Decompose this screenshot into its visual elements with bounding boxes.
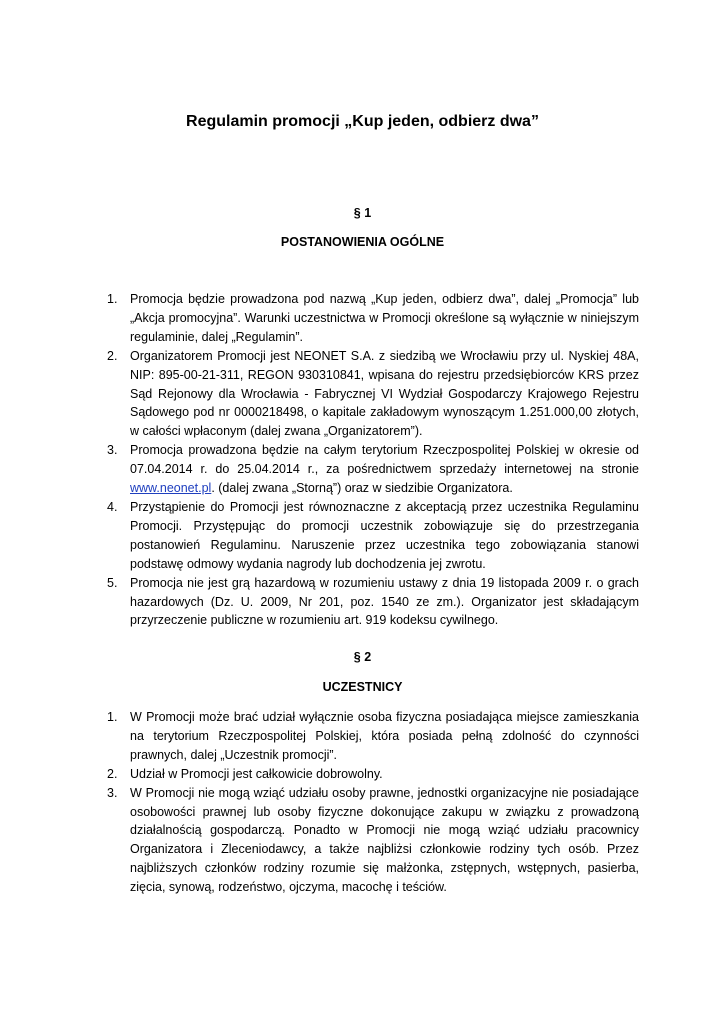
item-number: 2.	[107, 348, 118, 363]
section-2-title: UCZESTNICY	[322, 680, 403, 694]
list-item	[107, 441, 639, 498]
list-item	[107, 574, 639, 631]
neonet-website-link[interactable]: www.neonet.pl	[130, 481, 212, 496]
item-number: 1.	[107, 710, 118, 724]
item-number: 2.	[107, 766, 118, 781]
list-item	[107, 290, 639, 347]
list-item	[107, 347, 639, 442]
item-text-after-link: . (dalej zwana „Storną”) oraz w siedzibie Organizatora.	[211, 481, 513, 496]
item-text: Przystąpienie do Promocji jest równoznaczne z akceptacją przez uczestnika Regulaminu Promocji. Przystępując do promocji uczestnik zobowiązuje się do przestrzegania postanowień Regulaminu. Naruszenie przez uczestnika tego zobowiązania stanowi podstawę odmowy wydania nagrody lub dochodzenia jej zwrotu.	[130, 499, 639, 571]
item-number: 1.	[107, 292, 118, 306]
item-text: Organizatorem Promocji jest NEONET S.A. z siedzibą we Wrocławiu przy ul. Nyskiej 48A, NIP: 895-00-21-311, REGON 930310841, wpisana do rejestru przedsiębiorców KRS przez Sąd Rejonowy dla Wrocławia - Fabrycznej VI Wydział Gospodarczy Krajowego Rejestru Sądowego pod nr 0000218498, o kapitale zakładowym wynoszącym 1.251.000,00 złotych, w całości wpłaconym (dalej zwana „Organizatorem”).	[130, 348, 639, 439]
item-text: Promocja nie jest grą hazardową w rozumieniu ustawy z dnia 19 listopada 2009 r. o grach hazardowych (Dz. U. 2009, Nr 201, poz. 1540 ze zm.). Organizator jest składającym przyrzeczenie publiczne w rozumieniu art. 919 kodeksu cywilnego.	[130, 575, 639, 628]
list-item	[107, 784, 639, 897]
list-item	[107, 708, 639, 765]
item-text-before-link: Promocja prowadzona będzie na całym terytorium Rzeczpospolitej Polskiej w okresie od 07.04.2014 r. do 25.04.2014 r., za pośrednictwem sprzedaży internetowej na stronie	[130, 443, 639, 477]
section-1-number: § 1	[353, 206, 372, 220]
document-title: Regulamin promocji „Kup jeden, odbierz dwa”	[186, 113, 539, 130]
list-item	[107, 498, 639, 574]
section-1-title: POSTANOWIENIA OGÓLNE	[280, 235, 445, 249]
section-1-list	[107, 290, 639, 630]
item-text: Udział w Promocji jest całkowicie dobrowolny.	[130, 766, 383, 781]
item-number: 3.	[107, 443, 118, 458]
item-number: 4.	[107, 499, 118, 514]
item-number: 5.	[107, 575, 118, 590]
item-text: Promocja będzie prowadzona pod nazwą „Kup jeden, odbierz dwa”, dalej „Promocja” lub „Akcja promocyjna”. Warunki uczestnictwa w Promocji określone są wyłącznie w niniejszym regulaminie, dalej „Regulamin”.	[130, 292, 639, 344]
section-2-list	[107, 708, 639, 897]
item-text: W Promocji nie mogą wziąć udziału osoby prawne, jednostki organizacyjne nie posiadające osobowości prawnej lub osoby fizyczne dokonujące zakupu w związku z prowadzoną działalnością gospodarczą. Ponadto w Promocji nie mogą wziąć udziału pracownicy Organizatora i Zleceniodawcy, a także najbliżsi członkowie rodziny tych osób. Przez najbliższych członków rodziny rozumie się małżonka, zstępnych, wstępnych, pasierba, zięcia, synową, rodzeństwo, ojczyma, macochę i teściów.	[130, 785, 639, 895]
item-number: 3.	[107, 785, 118, 800]
item-text: W Promocji może brać udział wyłącznie osoba fizyczna posiadająca miejsce zamieszkania na terytorium Rzeczpospolitej Polskiej, która posiada pełną zdolność do czynności prawnych, dalej „Uczestnik promocji”.	[130, 710, 639, 762]
section-2-number: § 2	[353, 650, 372, 664]
list-item	[107, 765, 639, 784]
